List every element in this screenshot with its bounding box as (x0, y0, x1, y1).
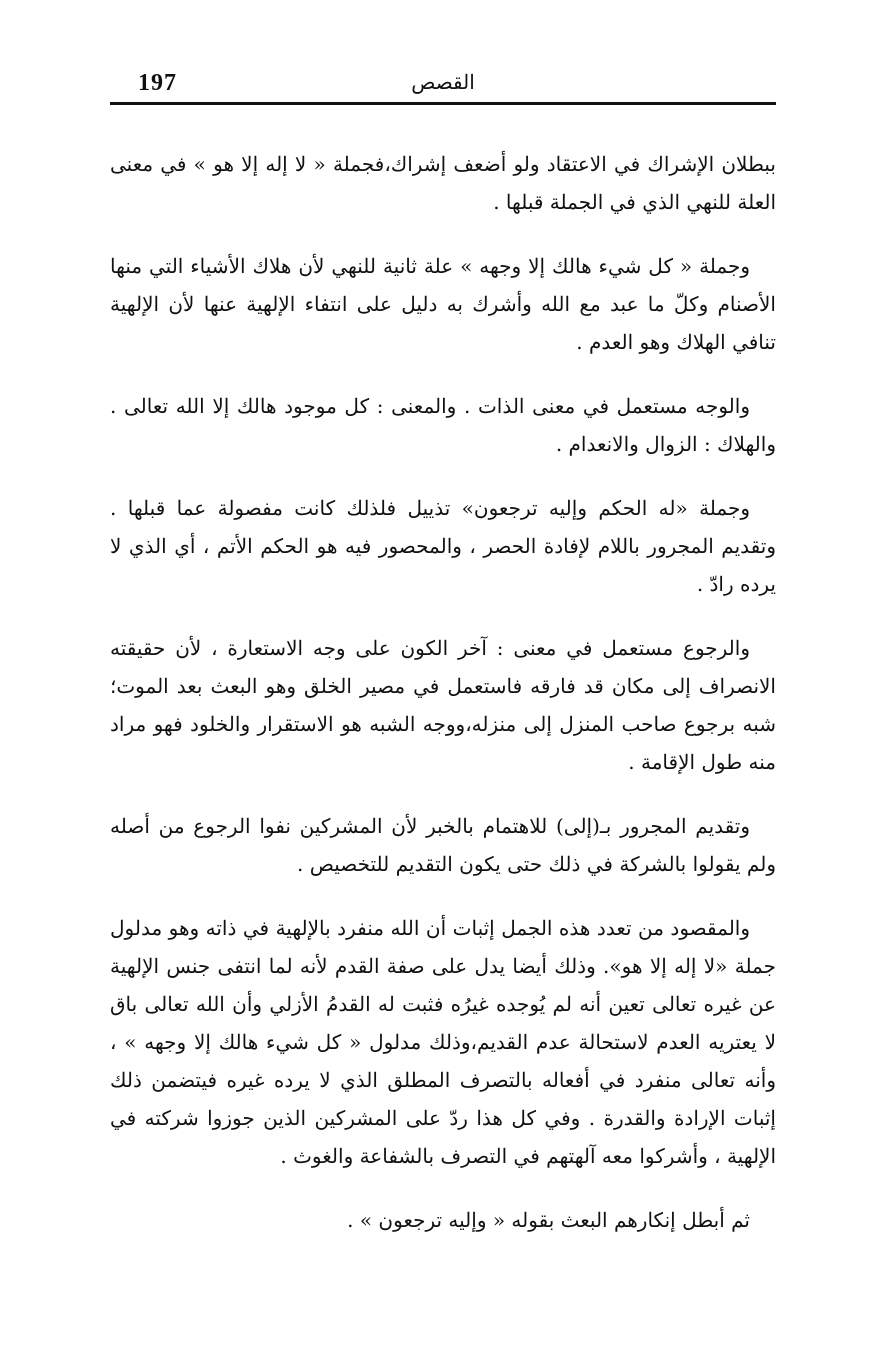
running-title: القصص (411, 70, 475, 94)
paragraph-7: والمقصود من تعدد هذه الجمل إثبات أن الله منفرد بالإلهية في ذاته وهو مدلول جملة «لا إله إلا هو». وذلك أيضا يدل على صفة القدم لأنه لما انتفى جنس الإلهية عن غيره تعالى تعين أنه لم يُوجده غيرُه فثبت له القدمُ الأزلي وأن الله تعالى باق لا يعتريه العدم لاستحالة عدم القديم،وذلك مدلول « كل شيء هالك إلا وجهه » ، وأنه تعالى منفرد في أفعاله بالتصرف المطلق الذي لا يرده غيره فيتضمن ذلك إثبات الإرادة والقدرة . وفي كل هذا ردّ على المشركين الذين جوزوا شركته في الإلهية ، وأشركوا معه آلهتهم في التصرف بالشفاعة والغوث . (110, 916, 776, 1168)
paragraph-2: وجملة « كل شيء هالك إلا وجهه » علة ثانية للنهي لأن هلاك الأشياء التي منها الأصنام وكلّ ما عبد مع الله وأشرك به دليل على انتفاء الإلهية عنها لأن الإلهية تنافي الهلاك وهو العدم . (110, 254, 776, 354)
header-rule (110, 102, 776, 105)
paragraph-3: والوجه مستعمل في معنى الذات . والمعنى : كل موجود هالك إلا الله تعالى . والهلاك : الزوال والانعدام . (110, 394, 776, 456)
paragraph-6: وتقديم المجرور بـ(إلى) للاهتمام بالخبر لأن المشركين نفوا الرجوع من أصله ولم يقولوا بالشركة في ذلك حتى يكون التقديم للتخصيص . (110, 814, 776, 876)
paragraph-1: ببطلان الإشراك في الاعتقاد ولو أضعف إشراك،فجملة « لا إله إلا هو » في معنى العلة للنهي الذي في الجملة قبلها . (110, 152, 776, 214)
page-header (110, 60, 776, 102)
paragraph-8: ثم أبطل إنكارهم البعث بقوله « وإليه ترجعون » . (347, 1208, 750, 1232)
book-page (110, 60, 776, 1265)
paragraph-5: والرجوع مستعمل في معنى : آخر الكون على وجه الاستعارة ، لأن حقيقته الانصراف إلى مكان قد فارقه فاستعمل في مصير الخلق وهو البعث بعد الموت؛ شبه برجوع صاحب المنزل إلى منزله،ووجه الشبه هو الاستقرار والخلود فهو مراد منه طول الإقامة . (110, 636, 776, 774)
page-body (110, 145, 776, 1239)
paragraph-4: وجملة «له الحكم وإليه ترجعون» تذييل فلذلك كانت مفصولة عما قبلها . وتقديم المجرور باللام لإفادة الحصر ، والمحصور فيه هو الحكم الأتم ، أي الذي لا يرده رادّ . (110, 496, 776, 596)
page-number: 197 (138, 70, 177, 96)
